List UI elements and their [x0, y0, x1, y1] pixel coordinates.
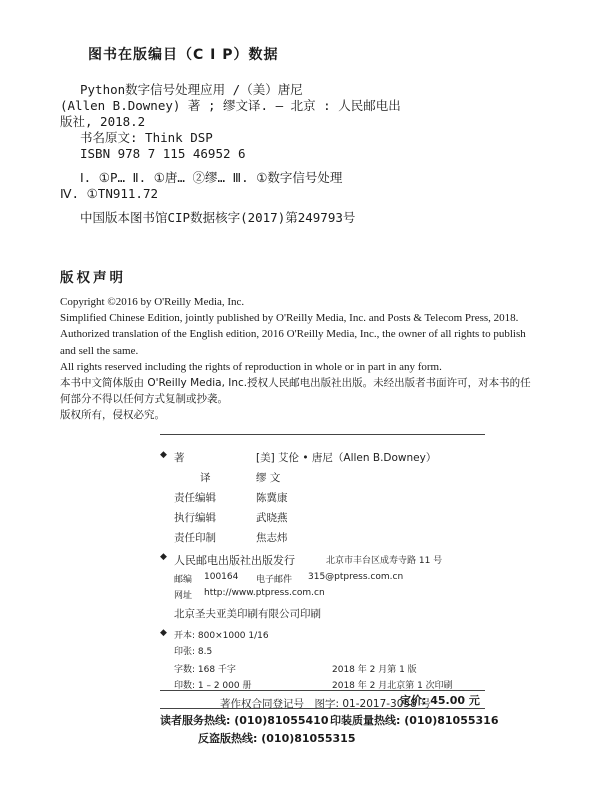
author-value: [美] 艾伦 • 唐尼（Allen B.Downey） — [256, 452, 437, 464]
postcode-label: 邮编 — [174, 575, 193, 585]
copyright-line: 本书中文简体版由 O'Reilly Media, Inc.授权人民邮电出版社出版。未经出版者书面许可，对本书的任 — [60, 377, 531, 390]
bullet-icon: ◆ — [160, 628, 167, 638]
cip-line: (Allen B.Downey) 著 ; 缪文译. — 北京 : 人民邮电出 — [60, 98, 401, 113]
cip-line: 版社, 2018.2 — [60, 114, 146, 129]
divider — [160, 690, 485, 691]
cip-line: Python数字信号处理应用 /（美）唐尼 — [80, 82, 303, 97]
copyright-line: Simplified Chinese Edition, jointly published by O'Reilly Media, Inc. and Posts & Telecom Press, 2018. — [60, 312, 519, 325]
copyright-statement — [60, 294, 580, 424]
copyright-line: Copyright ©2016 by O'Reilly Media, Inc. — [60, 296, 245, 308]
exec-editor-label: 执行编辑 — [174, 512, 216, 524]
editor-label: 责任编辑 — [174, 492, 216, 504]
cip-line: Ⅰ. ①P… Ⅱ. ①唐… ②缪… Ⅲ. ①数字信号处理 — [80, 170, 343, 185]
copyright-line: 版权所有，侵权必究。 — [60, 409, 165, 422]
translator-label: 译 — [200, 472, 211, 484]
postcode: 100164 — [204, 572, 239, 582]
publisher: 人民邮电出版社出版发行 — [174, 554, 295, 567]
author-label: 著 — [174, 452, 185, 464]
reader-service-hotline: 读者服务热线: (010)81055410 — [160, 714, 329, 727]
web-label: 网址 — [174, 591, 193, 601]
copyright-line: and sell the same. — [60, 344, 139, 357]
printer: 北京圣夫亚美印刷有限公司印刷 — [174, 608, 321, 620]
email: 315@ptpress.com.cn — [308, 572, 404, 582]
printing: 2018 年 2 月北京第 1 次印刷 — [332, 681, 453, 691]
web-address: http://www.ptpress.com.cn — [204, 588, 325, 598]
cip-line: 书名原文: Think DSP — [80, 130, 213, 145]
translator-value: 缪 文 — [256, 472, 281, 484]
sheets: 印张: 8.5 — [174, 647, 213, 657]
address: 北京市丰台区成寿寺路 11 号 — [326, 556, 443, 566]
print-value: 焦志炜 — [256, 532, 288, 544]
divider — [160, 708, 485, 709]
contract-number: 著作权合同登记号 图字: 01-2017-3058 号 — [220, 698, 431, 710]
price: 定价: 45.00 元 — [400, 694, 480, 707]
exec-editor-value: 武晓燕 — [256, 512, 288, 524]
copyright-line: Authorized translation of the English edition, 2016 O'Reilly Media, Inc., the owner of all rights to publish — [60, 328, 526, 341]
print-run: 印数: 1 – 2 000 册 — [174, 681, 252, 691]
bullet-icon: ◆ — [160, 552, 167, 562]
word-count: 字数: 168 千字 — [174, 665, 236, 675]
isbn: ISBN 978 7 115 46952 6 — [80, 146, 246, 161]
format: 开本: 800×1000 1/16 — [174, 631, 269, 641]
cip-line: Ⅳ. ①TN911.72 — [60, 186, 158, 201]
copyright-line: All rights reserved including the rights of reproduction in whole or in part in any form. — [60, 360, 442, 373]
copyright-line: 何部分不得以任何方式复制或抄袭。 — [60, 393, 228, 406]
copyright-heading: 版权声明 — [60, 270, 126, 286]
anti-piracy-hotline: 反盗版热线: (010)81055315 — [198, 732, 356, 745]
print-label: 责任印制 — [174, 532, 216, 544]
bullet-icon: ◆ — [160, 450, 167, 460]
cip-number: 中国版本图书馆CIP数据核字(2017)第249793号 — [80, 210, 356, 225]
edition: 2018 年 2 月第 1 版 — [332, 665, 417, 675]
cip-title: 图书在版编目（C I P）数据 — [88, 47, 279, 63]
divider — [160, 434, 485, 435]
email-label: 电子邮件 — [256, 575, 293, 585]
quality-hotline: 印装质量热线: (010)81055316 — [330, 714, 499, 727]
editor-value: 陈冀康 — [256, 492, 288, 504]
